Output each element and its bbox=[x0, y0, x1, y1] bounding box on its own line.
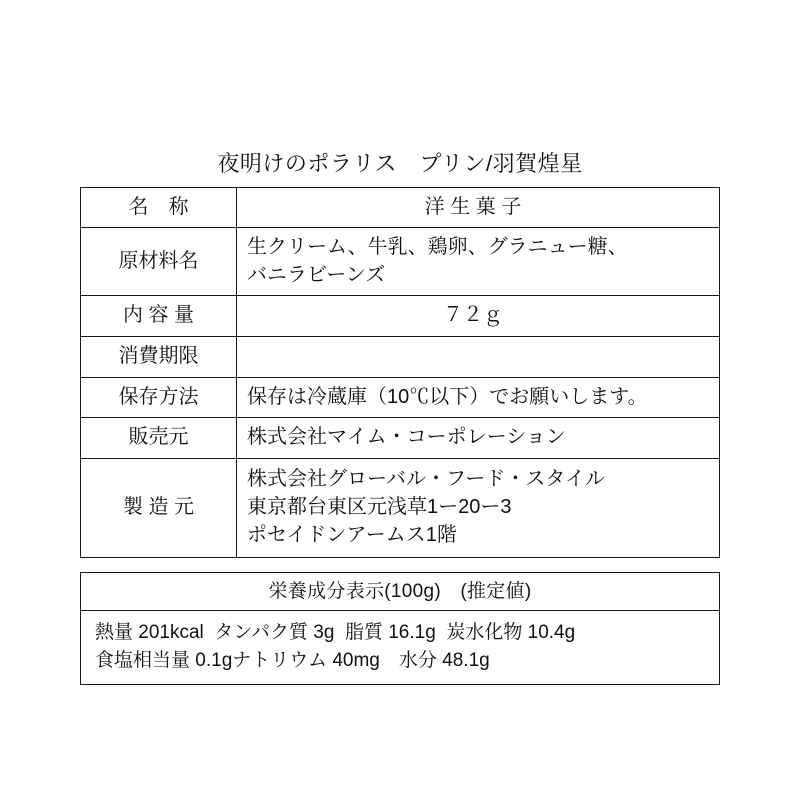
row-value bbox=[237, 418, 720, 459]
row-header: 内 容 量 bbox=[81, 296, 237, 337]
value-line bbox=[247, 343, 709, 371]
row-header: 製 造 元 bbox=[81, 458, 237, 557]
value-line: 株式会社マイム・コーポレーション bbox=[247, 426, 566, 449]
value-line: 生クリーム、牛乳、鶏卵、グラニュー糖、 bbox=[247, 236, 628, 259]
row-header: 名 称 bbox=[81, 187, 237, 228]
table-row bbox=[81, 611, 720, 685]
page-title: 夜明けのポラリス プリン/羽賀煌星 bbox=[217, 151, 583, 176]
nutrition-heading: 栄養成分表示(100g) (推定値) bbox=[81, 572, 720, 611]
table-row bbox=[81, 187, 720, 228]
value-line: ７２ｇ bbox=[443, 304, 503, 327]
table-row bbox=[81, 458, 720, 557]
nutrition-values bbox=[81, 611, 720, 685]
nutrition-table bbox=[80, 572, 720, 686]
value-line: 東京都台東区元浅草1ー20ー3 bbox=[247, 495, 512, 518]
row-header: 販売元 bbox=[81, 418, 237, 459]
nutrition-line: 熱量 201kcal タンパク質 3g 脂質 16.1g 炭水化物 10.4g bbox=[95, 622, 576, 644]
specification-table bbox=[80, 187, 720, 558]
table-row bbox=[81, 296, 720, 337]
value-line: 保存は冷蔵庫（10℃以下）でお願いします。 bbox=[247, 385, 648, 408]
value-line: バニラビーンズ bbox=[247, 263, 386, 286]
nutrition-label bbox=[80, 150, 720, 685]
row-header: 原材料名 bbox=[81, 228, 237, 296]
table-row bbox=[81, 572, 720, 611]
nutrition-line: 食塩相当量 0.1gナトリウム 40mg 水分 48.1g bbox=[95, 649, 490, 671]
row-value bbox=[237, 228, 720, 296]
table-row bbox=[81, 418, 720, 459]
row-value bbox=[237, 458, 720, 557]
row-header: 保存方法 bbox=[81, 377, 237, 418]
row-value bbox=[237, 296, 720, 337]
row-value bbox=[237, 336, 720, 377]
row-value bbox=[237, 377, 720, 418]
table-row bbox=[81, 228, 720, 296]
value-line: 洋 生 菓 子 bbox=[424, 195, 522, 218]
row-header: 消費期限 bbox=[81, 336, 237, 377]
value-line: 株式会社グローバル・フード・スタイル bbox=[247, 468, 605, 491]
value-line: ポセイドンアームス1階 bbox=[247, 523, 457, 546]
table-row bbox=[81, 377, 720, 418]
table-row bbox=[81, 336, 720, 377]
row-value bbox=[237, 187, 720, 228]
